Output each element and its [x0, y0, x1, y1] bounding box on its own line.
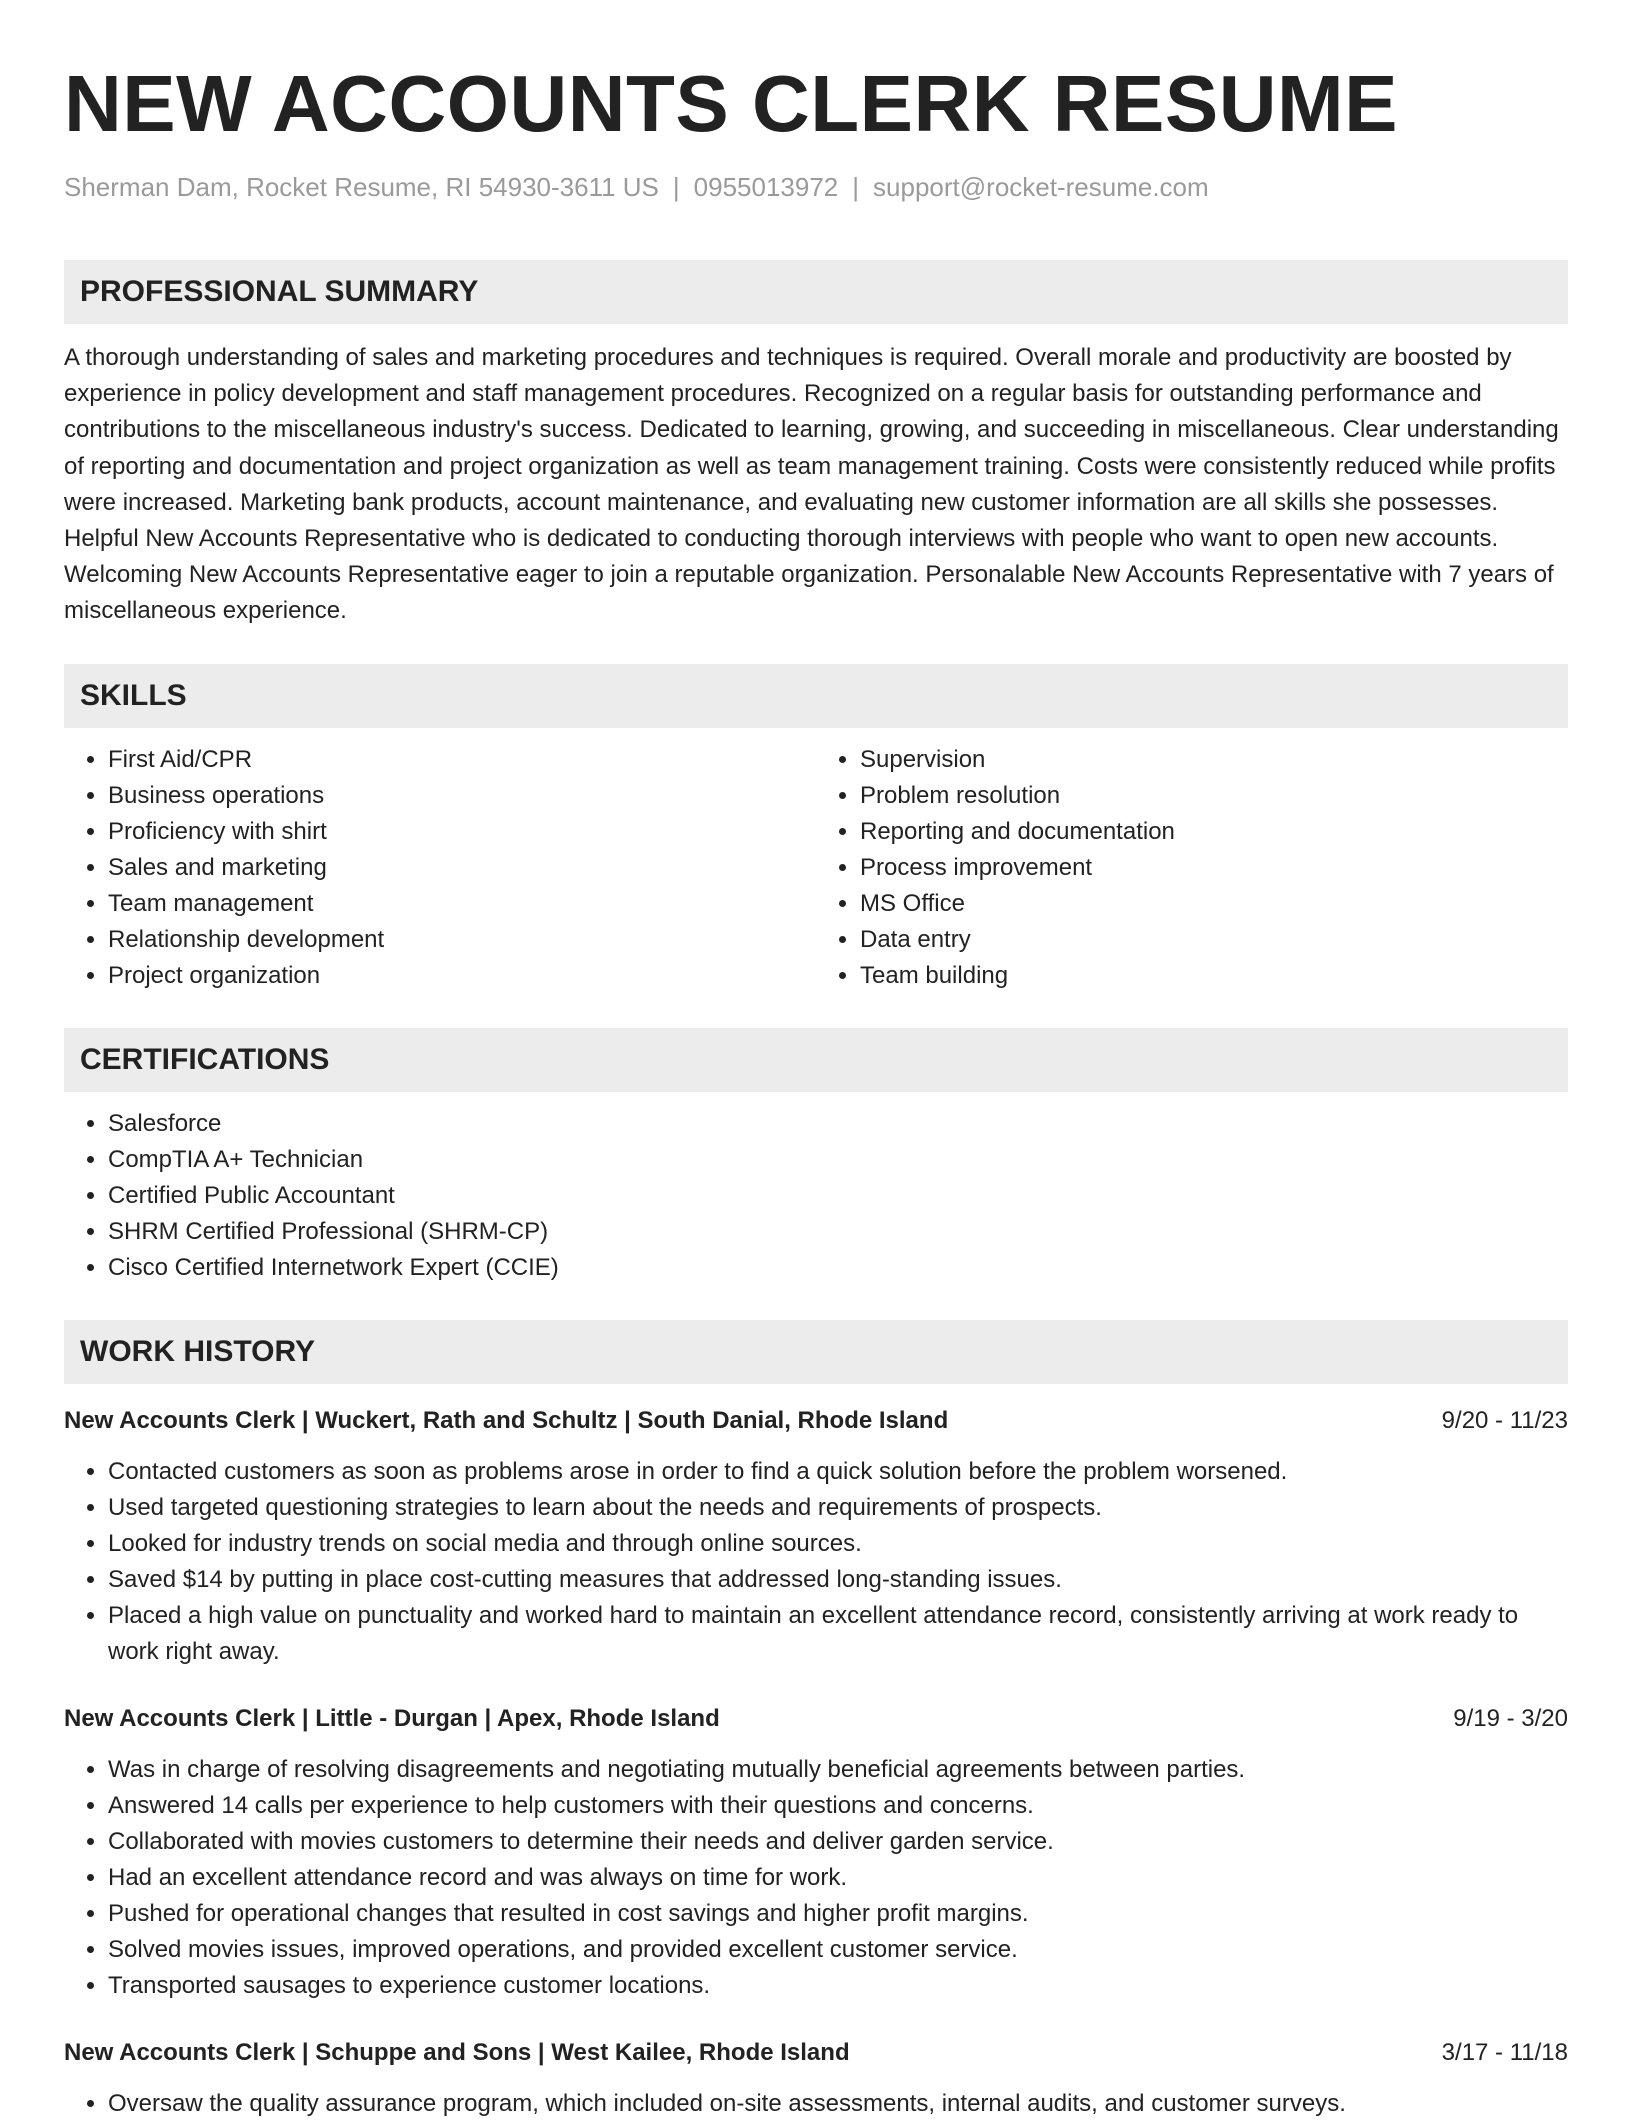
skill-item: • Project organization [108, 958, 816, 994]
job-bullet: • Solved movies issues, improved operations, and provided excellent customer service. [108, 1932, 1568, 1968]
job-bullet-list [64, 2086, 1568, 2122]
job-header [64, 2036, 1568, 2070]
job-bullet: • Answered 14 calls per experience to help customers with their questions and concerns. [108, 1788, 1568, 1824]
job-bullet: • Had an excellent attendance record and was always on time for work. [108, 1860, 1568, 1896]
job-bullet-list [64, 1752, 1568, 2004]
certification-item: • CompTIA A+ Technician [108, 1142, 1568, 1178]
skill-item: • Supervision [860, 742, 1568, 778]
job-entry [64, 2036, 1568, 2122]
job-title: New Accounts Clerk | Little - Durgan | Apex, Rhode Island [64, 1704, 720, 1732]
work-history-list [64, 1404, 1568, 2122]
contact-phone: 0955013972 [693, 172, 839, 202]
job-entry [64, 1702, 1568, 2004]
summary-text: A thorough understanding of sales and marketing procedures and techniques is required. Overall morale and productivity are boosted by experience in policy development and staff management procedures. Recognized on a regular basis for outstanding performance and contributions to the miscellaneous industry's success. Dedicated to learning, growing, and succeeding in miscellaneous. Clear understanding of reporting and documentation and project organization as well as team management training. Costs were consistently reduced while profits were increased. Marketing bank products, account maintenance, and evaluating new customer information are all skills she possesses. Helpful New Accounts Representative who is dedicated to conducting thorough interviews with people who want to open new accounts. Welcoming New Accounts Representative eager to join a reputable organization. Personalable New Accounts Representative with 7 years of miscellaneous experience. [64, 344, 1559, 625]
skill-item: • Team management [108, 886, 816, 922]
skill-item: • Team building [860, 958, 1568, 994]
job-title: New Accounts Clerk | Wuckert, Rath and Schultz | South Danial, Rhode Island [64, 1406, 949, 1434]
summary-heading: PROFESSIONAL SUMMARY [64, 260, 1568, 324]
job-header [64, 1702, 1568, 1736]
job-dates: 9/20 - 11/23 [1441, 1406, 1568, 1434]
certification-item: • Certified Public Accountant [108, 1178, 1568, 1214]
skill-item: • Relationship development [108, 922, 816, 958]
skills-heading: SKILLS [64, 664, 1568, 728]
job-bullet: • Looked for industry trends on social media and through online sources. [108, 1526, 1568, 1562]
skills-right-column [816, 742, 1568, 994]
certifications-list [64, 1106, 1568, 1286]
job-bullet-list [64, 1454, 1568, 1670]
job-bullet: • Collaborated with movies customers to determine their needs and deliver garden service. [108, 1824, 1568, 1860]
skills-left-column [64, 742, 816, 994]
skill-item: • Problem resolution [860, 778, 1568, 814]
contact-email: support@rocket-resume.com [873, 172, 1209, 202]
job-dates: 3/17 - 11/18 [1441, 2038, 1568, 2066]
skill-item: • Data entry [860, 922, 1568, 958]
certifications-heading: CERTIFICATIONS [64, 1028, 1568, 1092]
job-bullet: • Was in charge of resolving disagreements and negotiating mutually beneficial agreements between parties. [108, 1752, 1568, 1788]
skill-item: • Process improvement [860, 850, 1568, 886]
contact-separator: | [852, 172, 860, 202]
job-entry [64, 1404, 1568, 1670]
skill-item: • Proficiency with shirt [108, 814, 816, 850]
job-title: New Accounts Clerk | Schuppe and Sons | West Kailee, Rhode Island [64, 2038, 850, 2066]
certification-item: • Cisco Certified Internetwork Expert (CCIE) [108, 1250, 1568, 1286]
skill-item: • Business operations [108, 778, 816, 814]
skill-item: • Sales and marketing [108, 850, 816, 886]
job-dates: 9/19 - 3/20 [1453, 1704, 1568, 1732]
skills-list [64, 742, 1568, 994]
job-bullet: • Oversaw the quality assurance program, which included on-site assessments, internal audits, and customer surveys. [108, 2086, 1568, 2122]
certification-item: • SHRM Certified Professional (SHRM-CP) [108, 1214, 1568, 1250]
contact-separator: | [672, 172, 680, 202]
contact-address: Sherman Dam, Rocket Resume, RI 54930-3611 US [64, 172, 659, 202]
job-bullet: • Saved $14 by putting in place cost-cutting measures that addressed long-standing issues. [108, 1562, 1568, 1598]
job-bullet: • Contacted customers as soon as problems arose in order to find a quick solution before the problem worsened. [108, 1454, 1568, 1490]
job-bullet: • Used targeted questioning strategies to learn about the needs and requirements of prospects. [108, 1490, 1568, 1526]
job-bullet: • Pushed for operational changes that resulted in cost savings and higher profit margins. [108, 1896, 1568, 1932]
job-bullet: • Transported sausages to experience customer locations. [108, 1968, 1568, 2004]
job-bullet: • Placed a high value on punctuality and worked hard to maintain an excellent attendance record, consistently arriving at work ready to work right away. [108, 1598, 1568, 1670]
certification-item: • Salesforce [108, 1106, 1568, 1142]
skill-item: • MS Office [860, 886, 1568, 922]
job-header [64, 1404, 1568, 1438]
skill-item: • Reporting and documentation [860, 814, 1568, 850]
contact-line [64, 170, 1568, 204]
work-history-heading: WORK HISTORY [64, 1320, 1568, 1384]
resume-title: NEW ACCOUNTS CLERK RESUME [64, 59, 1398, 148]
skill-item: • First Aid/CPR [108, 742, 816, 778]
